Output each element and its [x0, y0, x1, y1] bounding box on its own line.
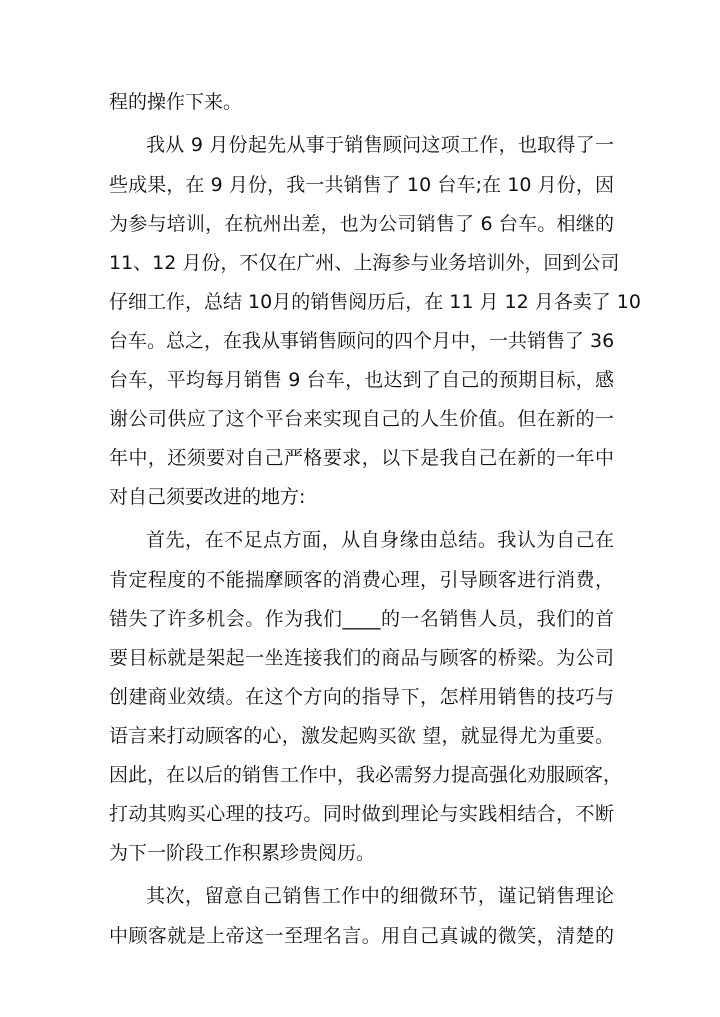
text-line: 谢公司供应了这个平台来实现自己的人生价值。但在新的一 — [109, 408, 614, 430]
text-line: 要目标就是架起一坐连接我们的商品与顾客的桥梁。为公司 — [109, 647, 614, 669]
text-line: 程的操作下来。 — [109, 91, 243, 113]
text-line: 仔细工作，总结 10月的销售阅历后，在 11 月 12 月各卖了 10 — [109, 291, 641, 313]
text-line: 创建商业效绩。在这个方向的指导下，怎样用销售的技巧与 — [109, 686, 614, 708]
text-line: 台车，平均每月销售 9 台车，也达到了自己的预期目标，感 — [109, 369, 614, 391]
text-line: 为下一阶段工作积累珍贵阅历。 — [109, 842, 376, 864]
text-line: 些成果，在 9 月份，我一共销售了 10 台车;在 10 月份，因 — [109, 174, 614, 196]
paragraph-first-line: 其次，留意自己销售工作中的细微环节，谨记销售理论 — [146, 885, 614, 907]
text-line: 错失了许多机会。作为我们____的一名销售人员，我们的首 — [109, 608, 614, 630]
text-line: 11、12 月份，不仅在广州、上海参与业务培训外，回到公司 — [109, 252, 620, 274]
text-line: 肯定程度的不能揣摩顾客的消费心理，引导顾客进行消费， — [109, 569, 614, 591]
text-line: 打动其购买心理的技巧。同时做到理论与实践相结合，不断 — [109, 803, 614, 825]
text-line: 台车。总之，在我从事销售顾问的四个月中，一共销售了 36 — [109, 330, 615, 352]
paragraph-first-line: 首先，在不足点方面，从自身缘由总结。我认为自己在 — [146, 529, 614, 551]
paragraph-first-line: 我从 9 月份起先从事于销售顾问这项工作，也取得了一 — [146, 134, 614, 156]
text-line: 中顾客就是上帝这一至理名言。用自己真诚的微笑，清楚的 — [109, 925, 614, 947]
text-line: 为参与培训，在杭州出差，也为公司销售了 6 台车。相继的 — [109, 213, 614, 235]
text-line: 因此，在以后的销售工作中，我必需努力提高强化劝服顾客， — [109, 764, 623, 786]
text-line: 语言来打动顾客的心，激发起购买欲 望，就显得尤为重要。 — [109, 725, 614, 747]
text-line: 年中，还须要对自己严格要求，以下是我自己在新的一年中 — [109, 447, 614, 469]
text-line: 对自己须要改进的地方: — [109, 486, 306, 508]
